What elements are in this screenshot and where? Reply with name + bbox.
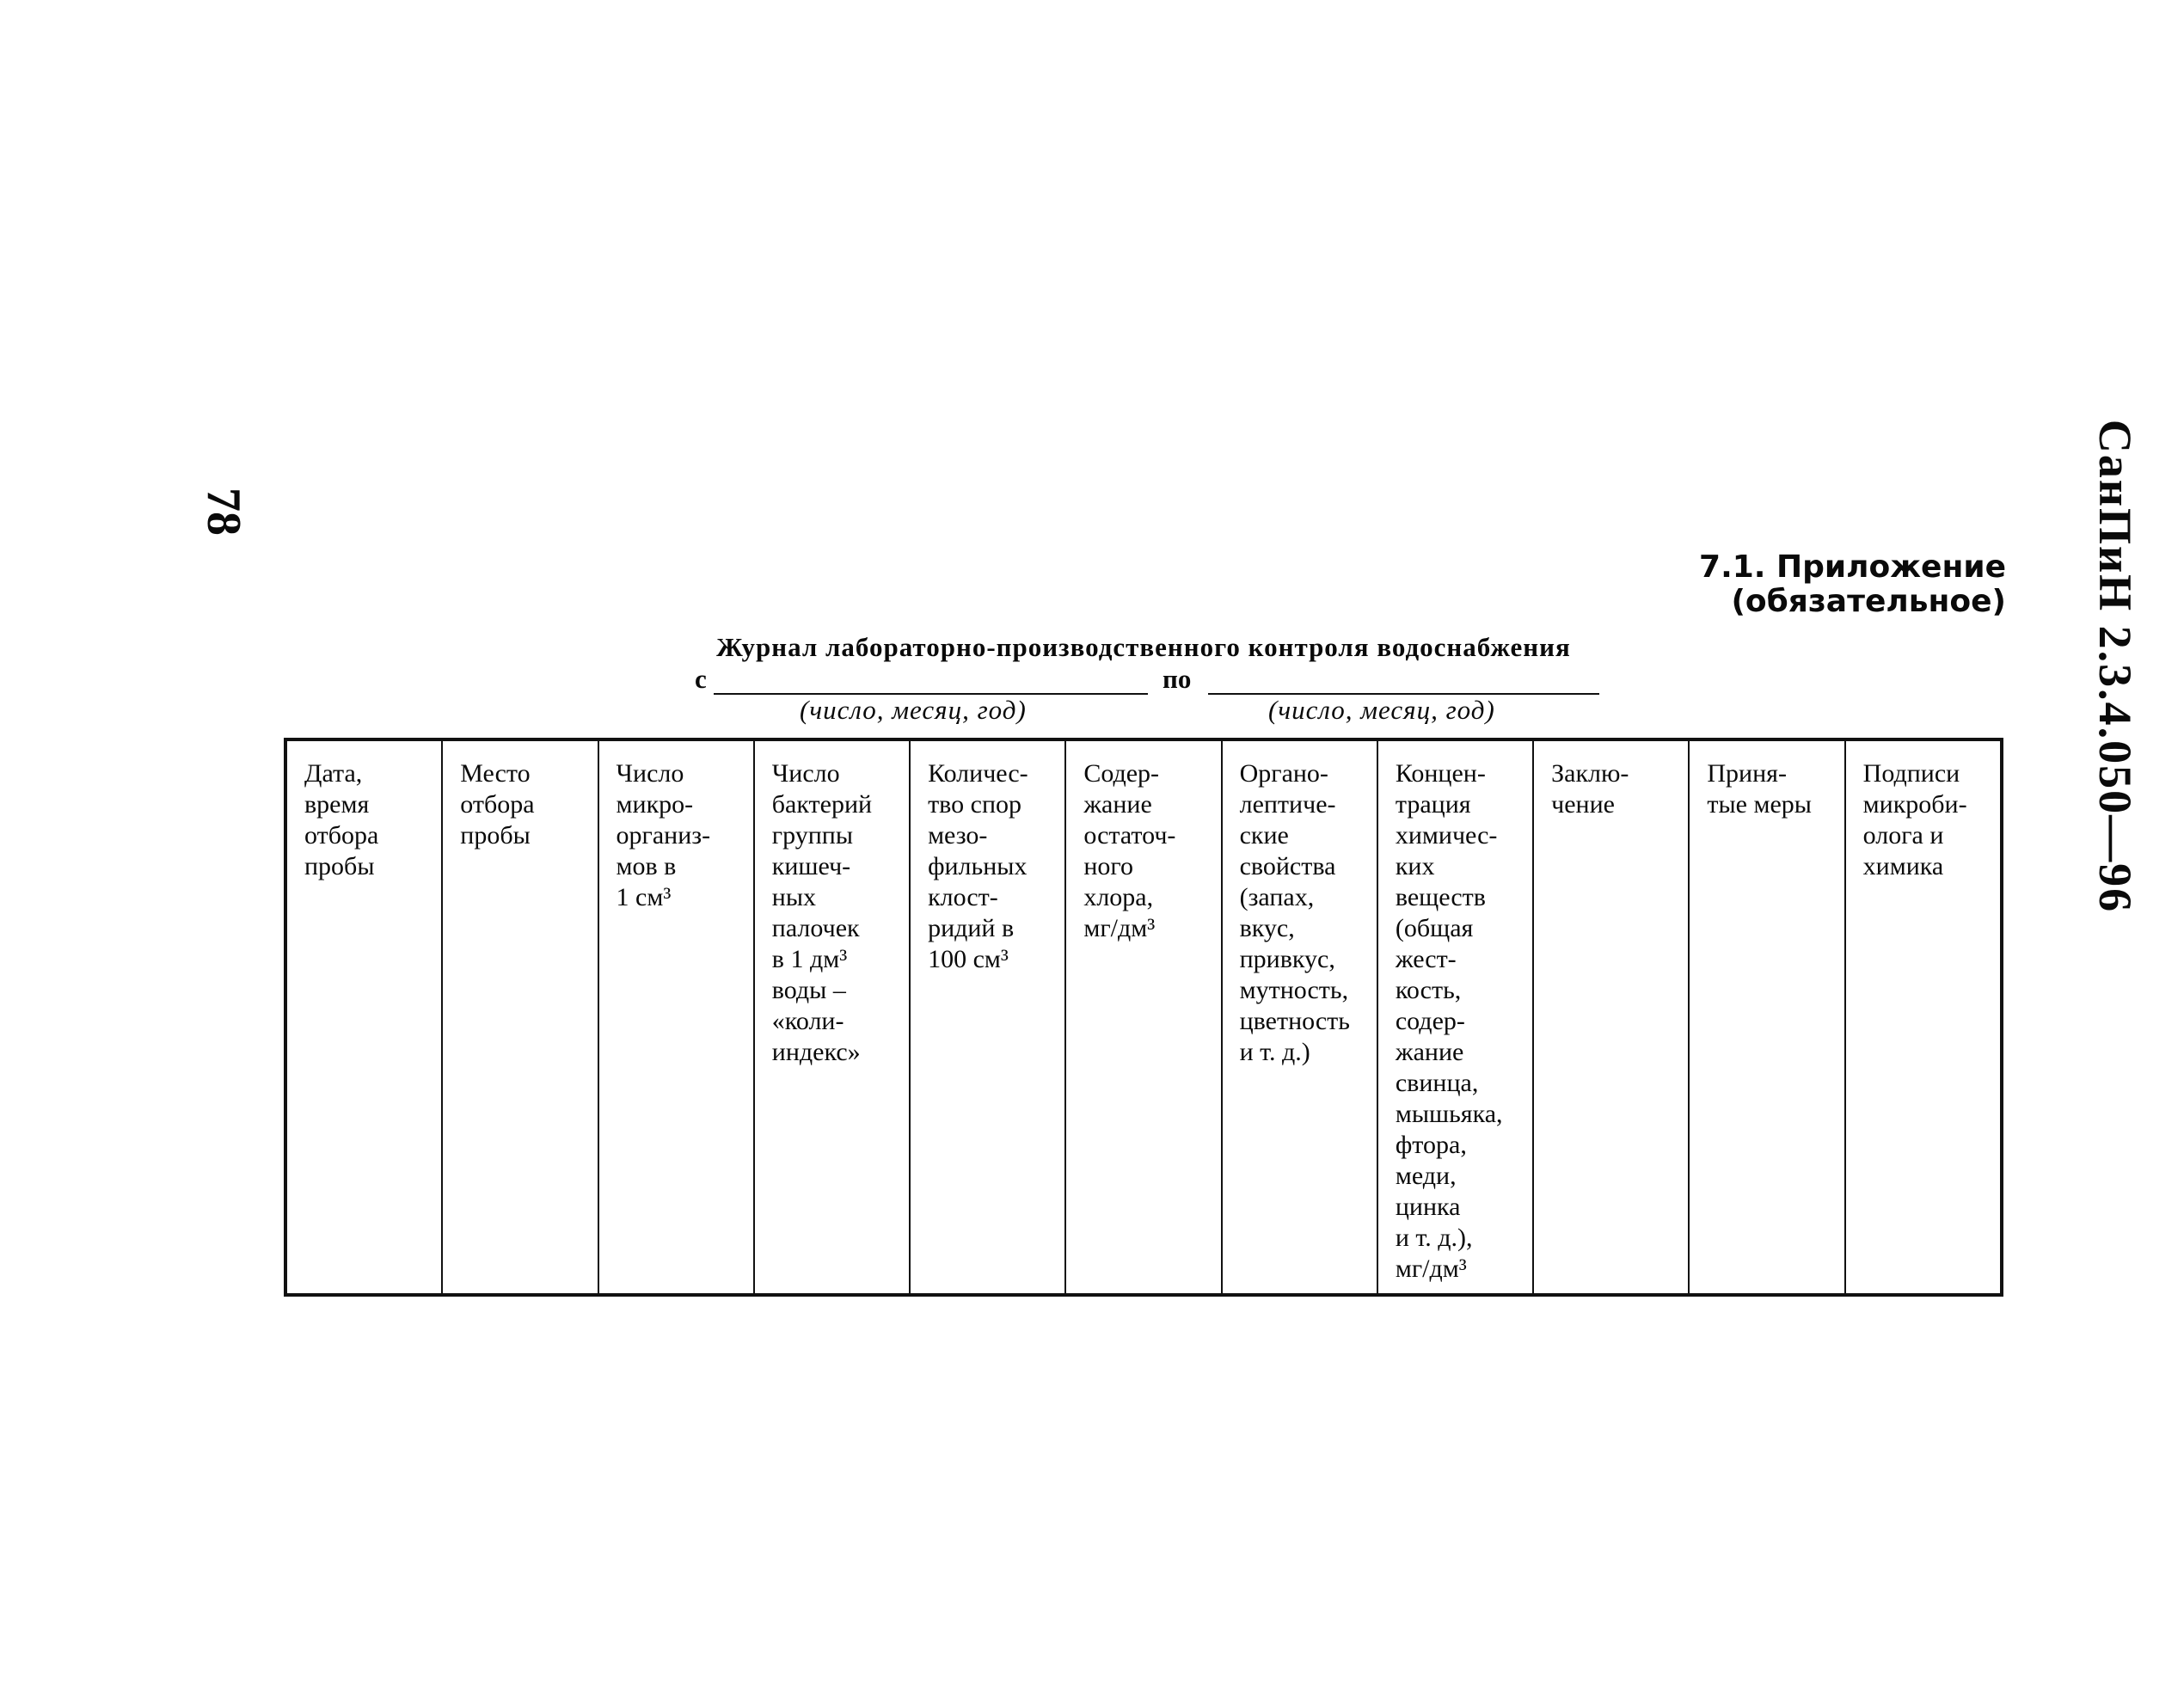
document-code: СанПиН 2.3.4.050—96 <box>2089 419 2141 914</box>
appendix-number: 7.1. Приложение <box>1699 549 2006 585</box>
column-residual-chlorine: Содер- жание остаточ- ного хлора, мг/дм³ <box>1066 741 1222 1293</box>
column-coli-index: Число бактерий группы кишеч- ных палочек в 1 дм³ воды – «коли- индекс» <box>755 741 911 1293</box>
column-date-time: Дата, время отбора пробы <box>287 741 443 1293</box>
from-label: с <box>695 664 707 694</box>
appendix-heading <box>1699 550 2006 619</box>
appendix-status: (обязательное) <box>1731 584 2006 619</box>
column-clostridia-spores: Количес- тво спор мезо- фильных клост- ридий в 100 см³ <box>911 741 1066 1293</box>
column-sampling-place: Место отбора пробы <box>443 741 598 1293</box>
to-label: по <box>1163 664 1192 694</box>
column-conclusion: Заклю- чение <box>1534 741 1690 1293</box>
column-microorganism-count: Число микро- организ- мов в 1 см³ <box>599 741 755 1293</box>
column-chemical-concentration: Концен- трация химичес- ких веществ (общая жест- кость, содер- жание свинца, мышьяка, фтора, меди, цинка и т. д.), мг/дм³ <box>1378 741 1534 1293</box>
from-date-hint: (число, месяц, год) <box>800 695 1027 725</box>
column-signatures: Подписи микроби- олога и химика <box>1862 759 1967 880</box>
column-organoleptic: Органо- лептиче- ские свойства (запах, вкус, привкус, мутность, цветность и т. д.) <box>1223 741 1378 1293</box>
to-date-hint: (число, месяц, год) <box>1268 695 1495 725</box>
column-measures-taken: Приня- тые меры <box>1690 741 1845 1293</box>
journal-title: Журнал лабораторно-производственного контроля водоснабжения <box>716 632 1571 662</box>
page-number: 78 <box>197 488 250 536</box>
journal-table <box>284 738 2003 1297</box>
